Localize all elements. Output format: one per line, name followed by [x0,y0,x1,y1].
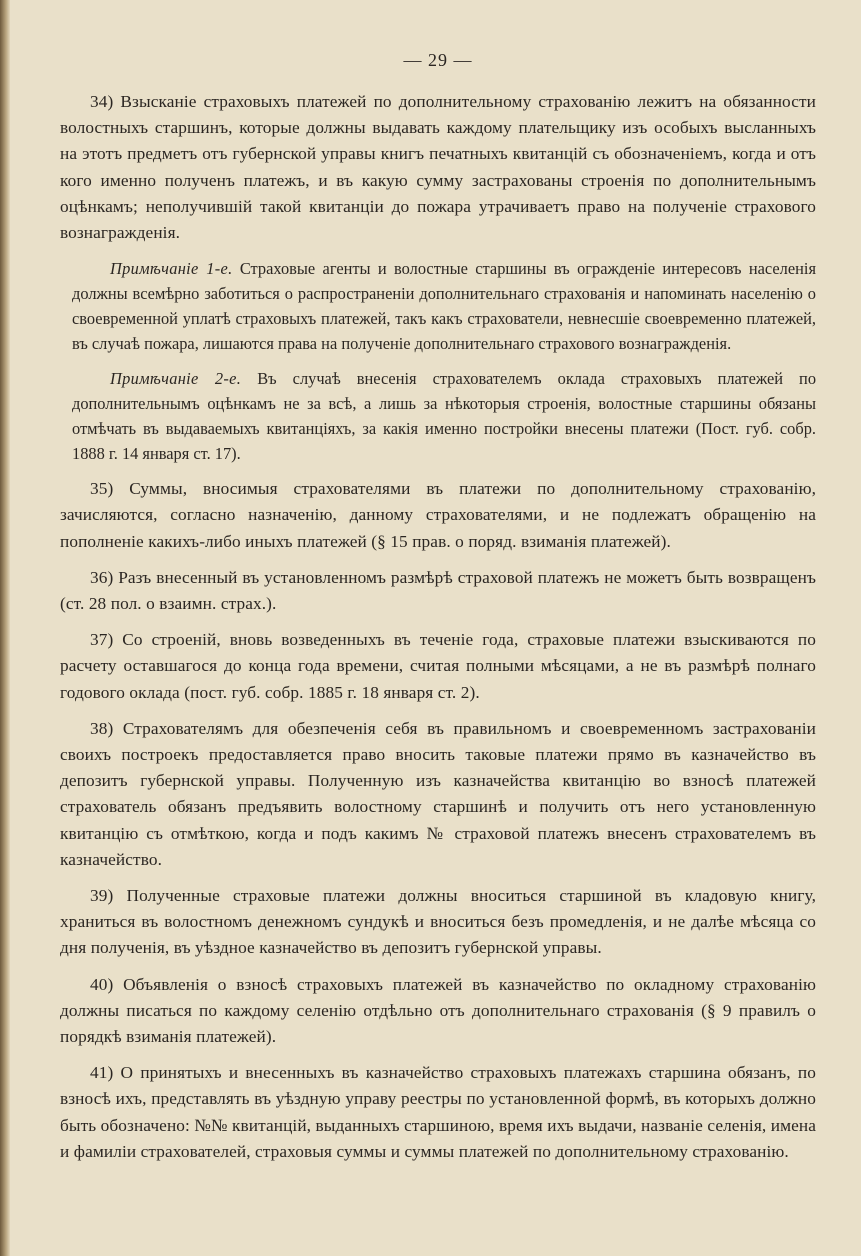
book-page [60,50,816,1175]
paragraph-35: 35) Суммы, вносимыя страхователями въ платежи по дополнительному страхованію, зачисляются, согласно назначенію, данному страхователями, и не подлежатъ обращенію на пополненіе какихъ-либо иныхъ платежей (§ 15 прав. о поряд. взиманія платежей). [60,479,816,551]
book-binding-edge [0,0,10,1256]
paragraph-37: 37) Со строеній, вновь возведенныхъ въ теченіе года, страховые платежи взыскиваются по расчету оставшагося до конца года времени, считая полными мѣсяцами, а не въ размѣрѣ полнаго годового оклада (пост. губ. собр. 1885 г. 18 января ст. 2). [60,630,816,702]
paragraph-34: 34) Взысканіе страховыхъ платежей по дополнительному страхованію лежитъ на обязанности волостныхъ старшинъ, которые должны выдавать каждому плательщику изъ особыхъ высланныхъ на этотъ предметъ отъ губернской управы книгъ печатныхъ квитанцій съ обозначеніемъ, когда и отъ кого именно полученъ платежъ, и въ какую сумму застрахованы строенія по дополнительнымъ оцѣнкамъ; неполучившій такой квитанціи до пожара утрачиваетъ право на полученіе страхового вознагражденія. [60,92,816,243]
paragraph-40: 40) Объявленія о взносѣ страховыхъ платежей въ казначейство по окладному страхованію должны писаться по каждому селенію отдѣльно отъ дополнительнаго страхованія (§ 9 правилъ о порядкѣ взиманія платежей). [60,974,816,1047]
note-2-label: Примѣчаніе 2-е. [110,369,242,389]
page-number: — 29 — [403,50,473,70]
note-1-label: Примѣчаніе 1-е. [110,259,233,279]
note-1 [60,256,816,356]
paragraph-39: 39) Полученные страховые платежи должны вноситься старшиной въ кладовую книгу, храниться въ волостномъ денежномъ сундукѣ и вноситься безъ промедленія, и не далѣе мѣсяца со дня полученія, въ уѣздное казначейство въ депозитъ губернской управы. [60,886,816,958]
note-2-text: Въ случаѣ внесенія страхователемъ оклада страховыхъ платежей по дополнительнымъ оцѣнкамъ не за всѣ, а лишь за нѣкоторыя строенія, волостные старшины обязаны отмѣчать въ выдаваемыхъ квитанціяхъ, за какія именно постройки внесены платежи (Пост. губ. собр. 1888 г. 14 января ст. 17). [72,369,817,464]
paragraph-36: 36) Разъ внесенный въ установленномъ размѣрѣ страховой платежъ не можетъ быть возвращенъ (ст. 28 пол. о взаимн. страх.). [60,567,816,614]
note-2 [60,366,816,466]
paragraph-41: 41) О принятыхъ и внесенныхъ въ казначейство страховыхъ платежахъ старшина обязанъ, по взносѣ ихъ, представлять въ уѣздную управу реестры по установленной формѣ, въ которыхъ должно быть обозначено: №№ квитанцій, выданныхъ старшиною, время ихъ выдачи, названіе селенія, имена и фамиліи страхователей, страховыя суммы и суммы платежей по дополнительному страхованію. [60,1063,816,1161]
note-1-text: Страховые агенты и волостные старшины въ огражденіе интересовъ населенія должны всемѣрно заботиться о распространеніи дополнительнаго страхованія и напоминать населенію о своевременной уплатѣ страховыхъ платежей, такъ какъ страхователи, невнесшіе своевременно платежей, въ случаѣ пожара, лишаются права на полученіе дополнительнаго страхового вознагражденія. [72,259,816,354]
paragraph-38: 38) Страхователямъ для обезпеченія себя въ правильномъ и своевременномъ застрахованіи своихъ построекъ предоставляется право вносить таковые платежи прямо въ казначейство въ депозитъ губернской управы. Полученную изъ казначейства квитанцію во взносѣ платежей страхователь обязанъ предъявить волостному старшинѣ и получить отъ него установленную квитанцію съ отмѣткою, когда и подъ какимъ № страховой платежъ внесенъ страхователемъ въ казначейство. [60,718,816,869]
